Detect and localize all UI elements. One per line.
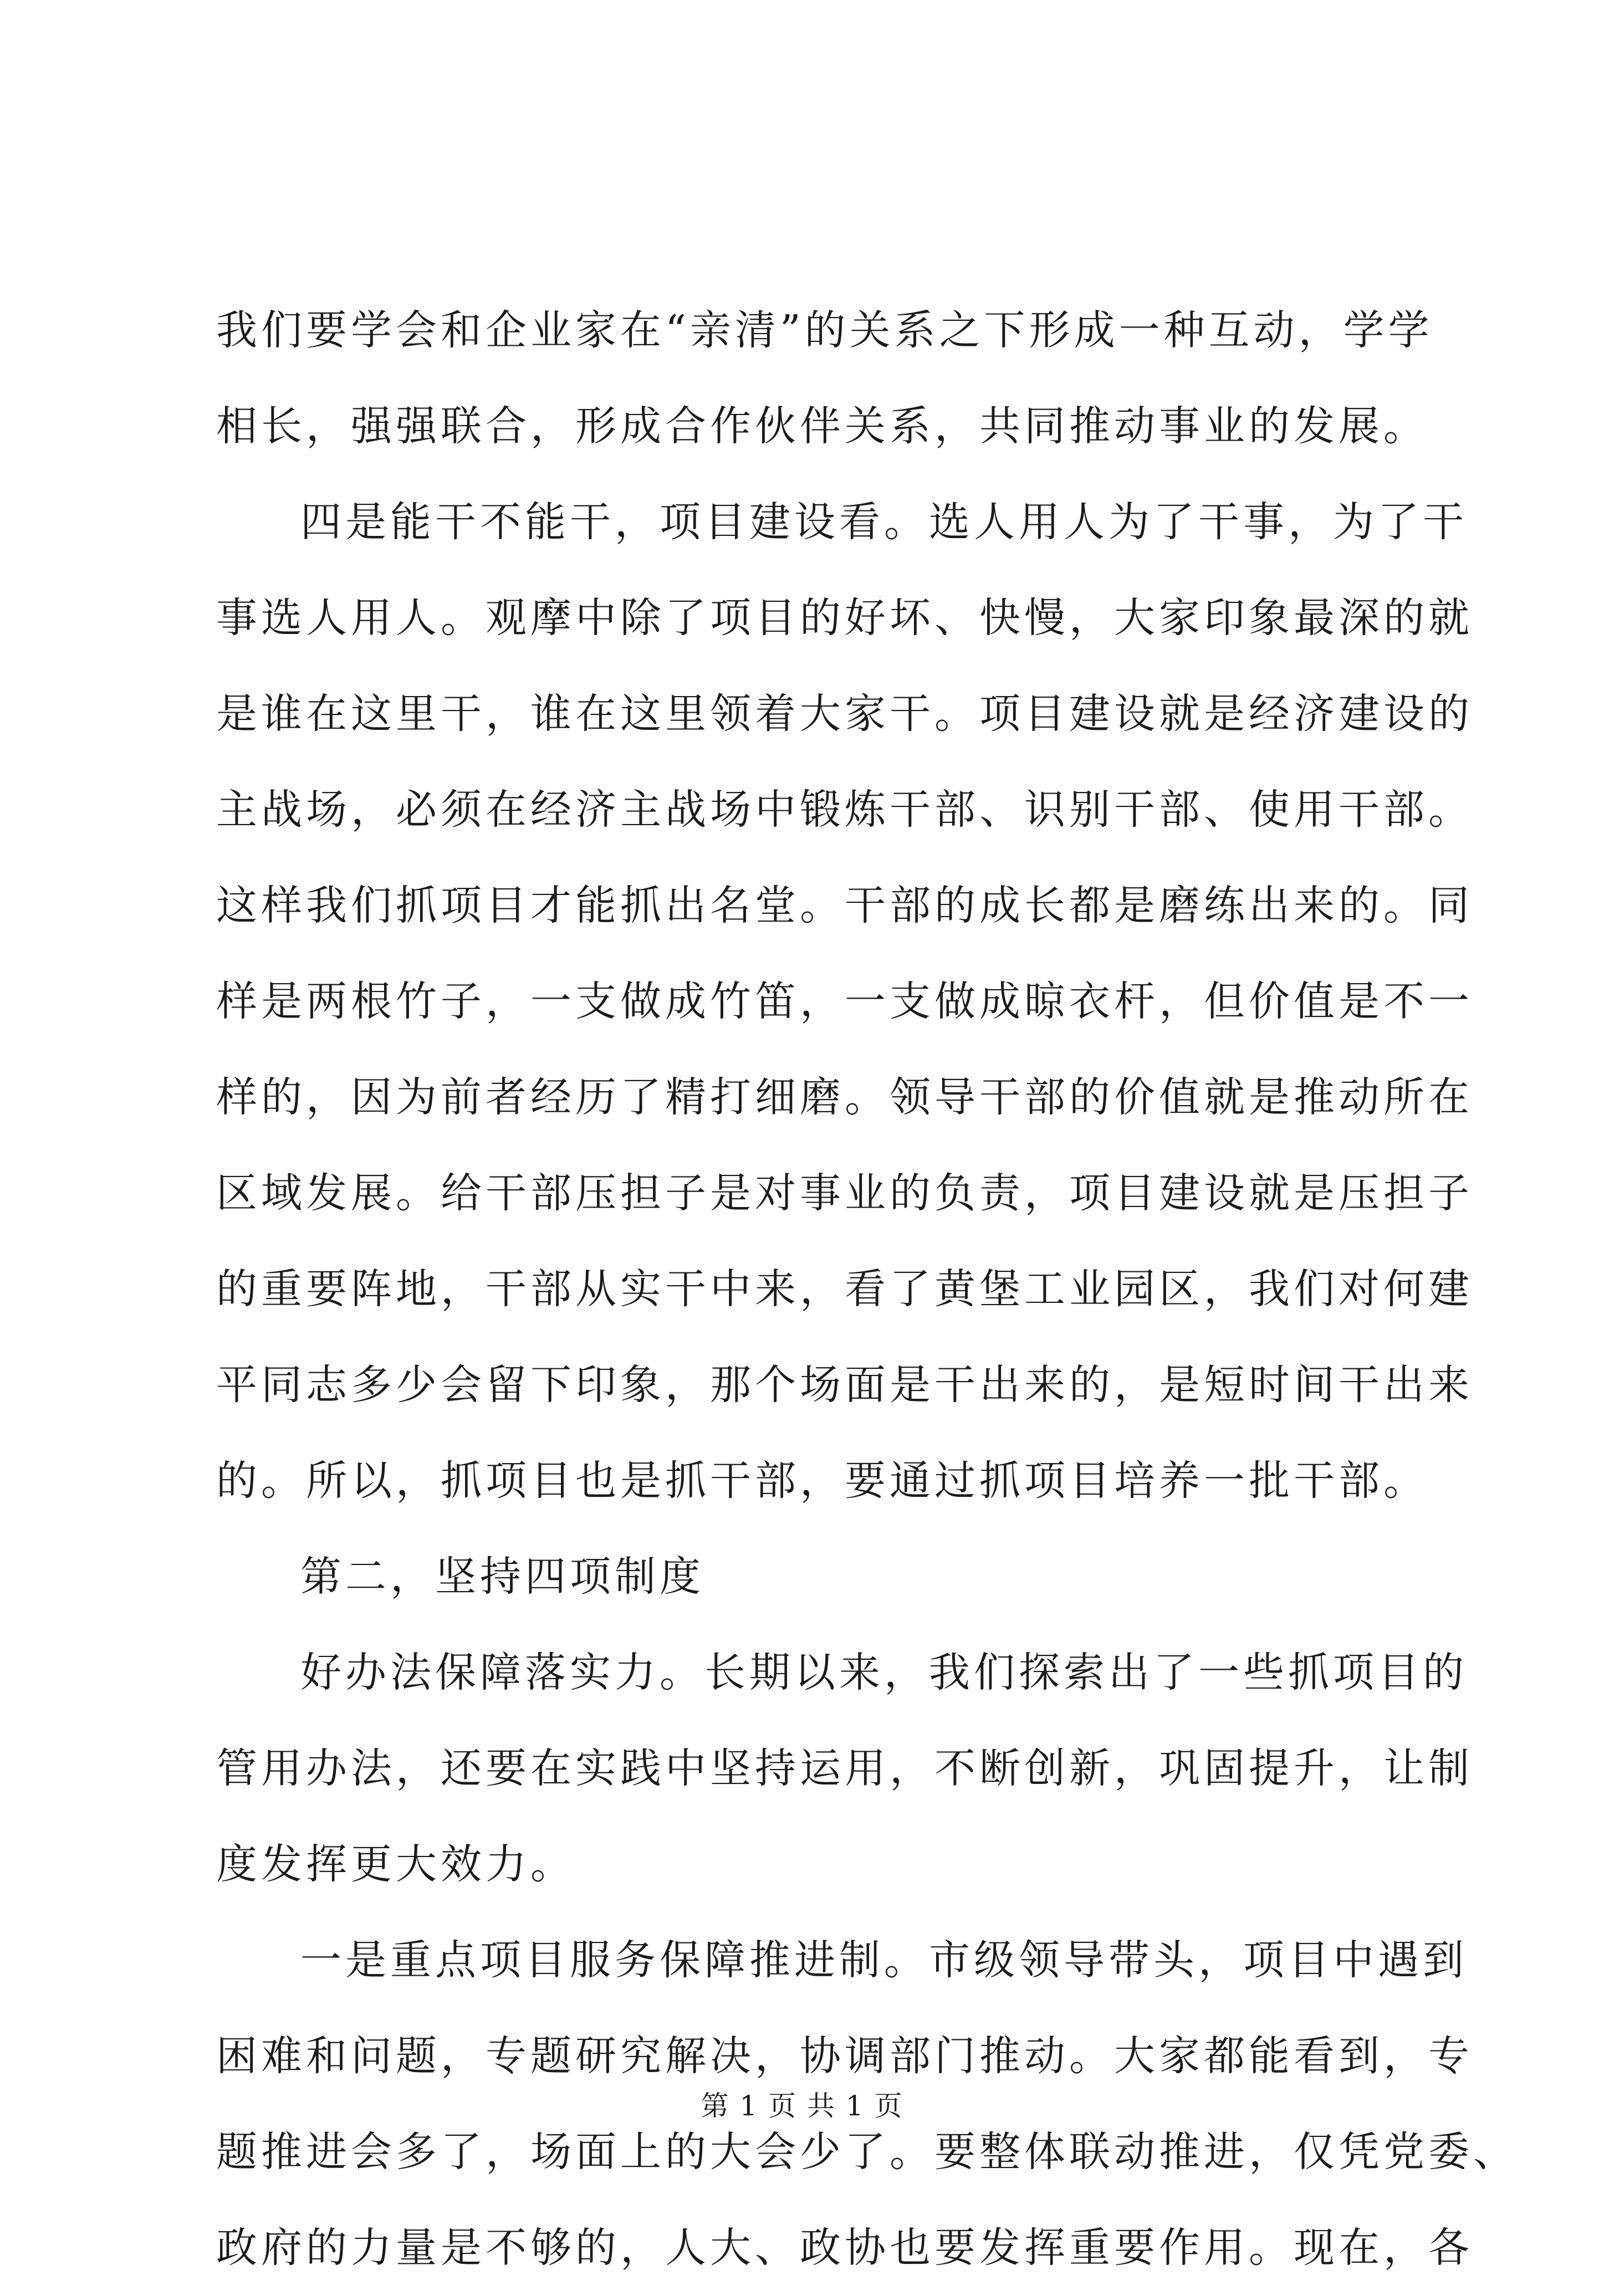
paragraph-start-line: 好办法保障落实力。长期以来，我们探索出了一些抓项目的 [300,1649,1468,1696]
text-line: 的重要阵地，干部从实干中来，看了黄堡工业园区，我们对何建 [216,1265,1473,1313]
text-line: 度发挥更大效力。 [216,1840,575,1888]
text-line: 困难和问题，专题研究解决，协调部门推动。大家都能看到，专 [216,2032,1473,2080]
text-line: 政府的力量是不够的，人大、政协也要发挥重要作用。现在，各 [216,2224,1473,2272]
paragraph-start-line: 一是重点项目服务保障推进制。市级领导带头，项目中遇到 [300,1936,1468,1984]
text-line: 是谁在这里干，谁在这里领着大家干。项目建设就是经济建设的 [216,690,1473,738]
text-line: 区域发展。给干部压担子是对事业的负责，项目建设就是压担子 [216,1169,1473,1217]
paragraph-start-line: 四是能干不能干，项目建设看。选人用人为了干事，为了干 [300,498,1468,546]
text-line: 我们要学会和企业家在“亲清”的关系之下形成一种互动，学学 [216,306,1433,354]
text-line: 主战场，必须在经济主战场中锻炼干部、识别干部、使用干部。 [216,786,1473,833]
document-body [216,283,1518,2296]
text-line: 平同志多少会留下印象，那个场面是干出来的，是短时间干出来 [216,1361,1473,1409]
text-line: 管用办法，还要在实践中坚持运用，不断创新，巩固提升，让制 [216,1745,1473,1792]
text-line: 事选人用人。观摩中除了项目的好坏、快慢，大家印象最深的就 [216,594,1473,642]
text-line: 样是两根竹子，一支做成竹笛，一支做成晾衣杆，但价值是不一 [216,978,1473,1025]
text-line: 的。所以，抓项目也是抓干部，要通过抓项目培养一批干部。 [216,1457,1428,1505]
text-line: 这样我们抓项目才能抓出名堂。干部的成长都是磨练出来的。同 [216,882,1473,929]
page-footer: 第 1 页 共 1 页 [701,2090,903,2122]
text-line: 题推进会多了，场面上的大会少了。要整体联动推进，仅凭党委、 [216,2128,1518,2176]
text-line: 样的，因为前者经历了精打细磨。领导干部的价值就是推动所在 [216,1073,1473,1121]
section-heading: 第二，坚持四项制度 [300,1553,704,1600]
text-line: 相长，强强联合，形成合作伙伴关系，共同推动事业的发展。 [216,402,1428,450]
